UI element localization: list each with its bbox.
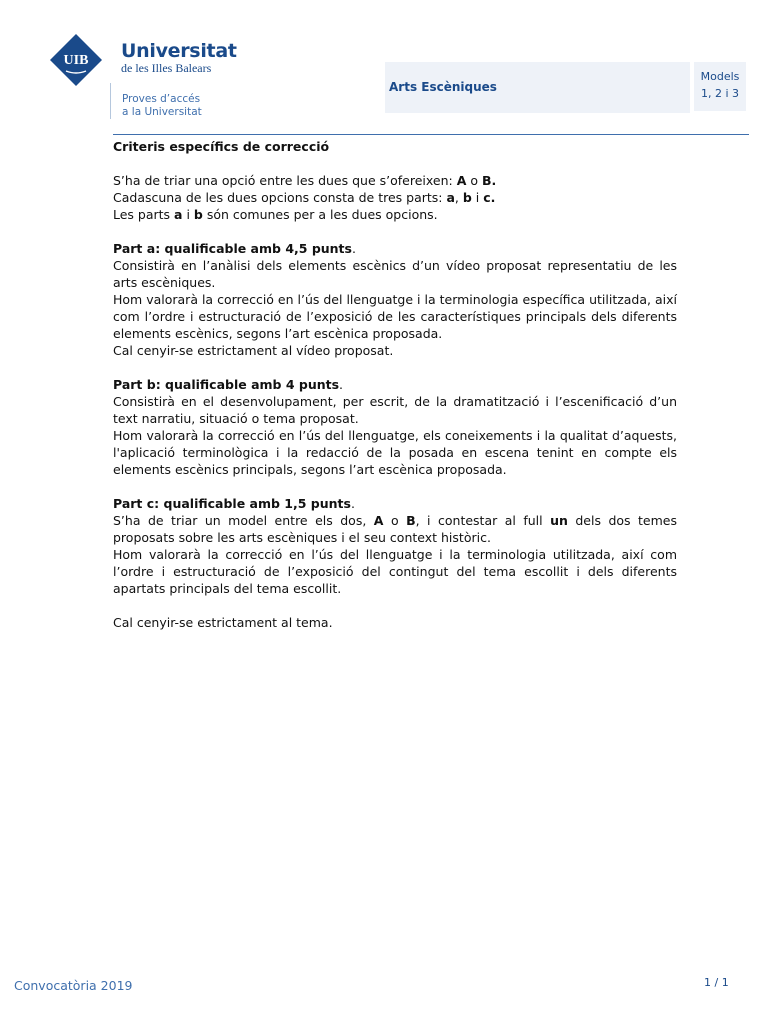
part-b-paragraph-2: Hom valorarà la correcció en l’ús del llenguatge, els coneixements i la qualitat d’aquests, l'aplicació terminològica i la redacció de la posada en escena tenint en compte els elements escènics principals, segons l’art escènica proposada. — [113, 428, 677, 477]
document-body — [113, 138, 677, 631]
proves-acces-label — [122, 93, 202, 119]
section-title: Criteris específics de correcció — [113, 139, 330, 154]
part-b-heading: Part b: qualificable amb 4 punts. — [113, 377, 344, 392]
part-c-paragraph-3: Cal cenyir-se estrictament al tema. — [113, 615, 333, 630]
footer-convocatoria: Convocatòria 2019 — [14, 978, 133, 993]
part-b-paragraph-1: Consistirà en el desenvolupament, per escrit, de la dramatització i l’escenificació d’un text narratiu, situació o tema proposat. — [113, 394, 677, 426]
part-a-paragraph-1: Consistirà en l’anàlisi dels elements escènics d’un vídeo proposat representatiu de les arts escèniques. — [113, 258, 677, 290]
svg-text:UIB: UIB — [63, 53, 89, 68]
subject-title: Arts Escèniques — [389, 80, 497, 94]
header-rule — [113, 134, 749, 135]
university-name: Universitat — [121, 40, 237, 62]
logo-divider — [110, 83, 111, 119]
intro-line-3: Les parts a i b són comunes per a les dues opcions. — [113, 207, 438, 222]
proves-line-2: a la Universitat — [122, 106, 202, 118]
university-subname: de les Illes Balears — [121, 61, 212, 75]
page-number: 1 / 1 — [704, 976, 729, 989]
models-value: 1, 2 i 3 — [700, 87, 740, 100]
part-a-paragraph-3: Cal cenyir-se estrictament al vídeo proposat. — [113, 343, 394, 358]
page-header — [0, 0, 768, 140]
intro-line-1: S’ha de triar una opció entre les dues que s’ofereixen: A o B. — [113, 173, 497, 188]
uib-logo-icon — [49, 33, 103, 87]
subject-box — [385, 62, 690, 113]
part-a-paragraph-2: Hom valorarà la correcció en l’ús del llenguatge i la terminologia específica utilitzada, així com l’ordre i estructuració de l’exposició de les característiques principals dels diferents elements escènics, segons l’art escènica proposada. — [113, 292, 677, 341]
models-box — [694, 62, 746, 111]
intro-line-2: Cadascuna de les dues opcions consta de tres parts: a, b i c. — [113, 190, 496, 205]
part-a-heading: Part a: qualificable amb 4,5 punts. — [113, 241, 356, 256]
part-c-paragraph-1: S’ha de triar un model entre els dos, A o B, i contestar al full un dels dos temes proposats sobre les arts escèniques i el seu context històric. — [113, 513, 677, 545]
models-label: Models — [700, 70, 740, 83]
proves-line-1: Proves d’accés — [122, 93, 201, 105]
part-c-heading: Part c: qualificable amb 1,5 punts. — [113, 496, 355, 511]
part-c-paragraph-2: Hom valorarà la correcció en l’ús del llenguatge i la terminologia utilitzada, així com l’ordre i estructuració de l’exposició del contingut del tema escollit i dels diferents apartats principals del tema escollit. — [113, 547, 677, 596]
